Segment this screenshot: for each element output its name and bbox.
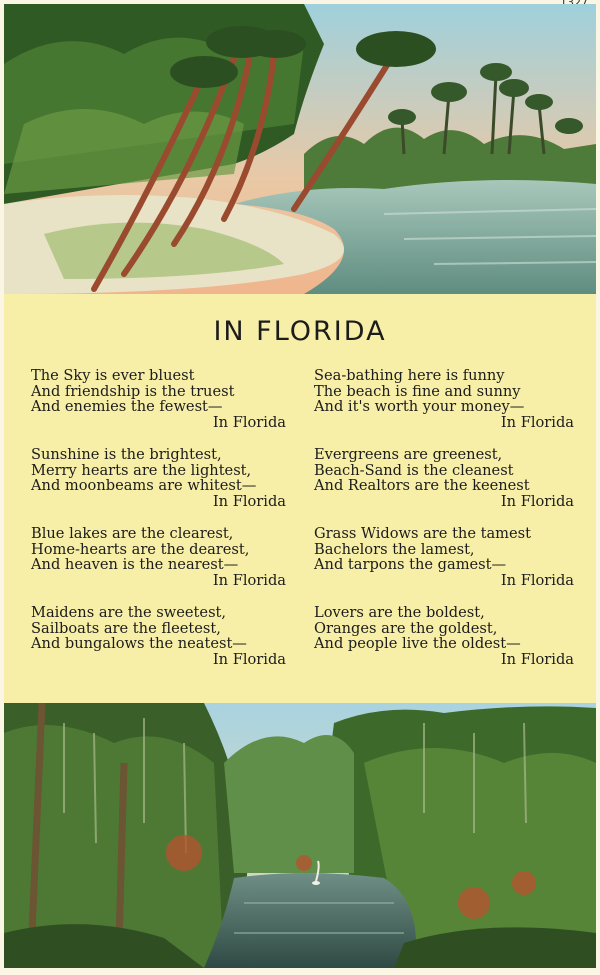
verse-line: Lovers are the boldest,	[314, 604, 485, 621]
poem-column-left	[31, 368, 286, 684]
verse-line: Maidens are the sweetest,	[31, 604, 227, 621]
verse-line: The Sky is ever bluest	[31, 367, 195, 384]
verse-line: And people live the oldest—	[314, 635, 521, 653]
verse-line: And enemies the fewest—	[31, 398, 223, 416]
verse-line: Sailboats are the fleetest,	[31, 619, 221, 637]
verse-line: Blue lakes are the clearest,	[31, 525, 234, 542]
verse-line: Oranges are the goldest,	[314, 619, 498, 637]
verse-line: And heaven is the nearest—	[31, 556, 239, 574]
verse-line: And it's worth your money—	[314, 398, 525, 416]
refrain-line: In Florida	[500, 650, 574, 668]
verse-line: And moonbeams are whitest—	[31, 477, 257, 495]
verse-line: Home-hearts are the dearest,	[31, 540, 250, 558]
stanza	[314, 605, 574, 684]
stanza	[31, 447, 286, 526]
verse-line: And friendship is the truest	[31, 382, 235, 400]
refrain-line: In Florida	[212, 571, 286, 589]
verse-line: Sunshine is the brightest,	[31, 446, 222, 463]
refrain-line: In Florida	[500, 571, 574, 589]
stanza	[314, 447, 574, 526]
stanza	[31, 605, 286, 684]
refrain-line: In Florida	[500, 492, 574, 510]
poem-panel	[4, 294, 596, 703]
verse-line: And bungalows the neatest—	[31, 635, 247, 653]
verse-line: The beach is fine and sunny	[314, 382, 521, 400]
verse-line: And Realtors are the keenest	[314, 477, 530, 495]
poem-column-right	[314, 368, 574, 684]
verse-line: Sea-bathing here is funny	[314, 367, 505, 384]
stanza	[314, 368, 574, 447]
poem-title: IN FLORIDA	[213, 316, 387, 347]
refrain-line: In Florida	[500, 413, 574, 431]
verse-line: Bachelors the lamest,	[314, 540, 475, 558]
top-illustration-palms-river	[4, 4, 596, 294]
refrain-line: In Florida	[212, 413, 286, 431]
verse-line: Evergreens are greenest,	[314, 446, 503, 463]
verse-line: Grass Widows are the tamest	[314, 525, 531, 542]
verse-line: Merry hearts are the lightest,	[31, 461, 252, 479]
stanza	[31, 526, 286, 605]
refrain-line: In Florida	[212, 650, 286, 668]
stanza	[31, 368, 286, 447]
verse-line: Beach-Sand is the cleanest	[314, 461, 514, 479]
stanza	[314, 526, 574, 605]
verse-line: And tarpons the gamest—	[314, 556, 507, 574]
bottom-illustration-jungle-creek	[4, 703, 596, 968]
refrain-line: In Florida	[212, 492, 286, 510]
